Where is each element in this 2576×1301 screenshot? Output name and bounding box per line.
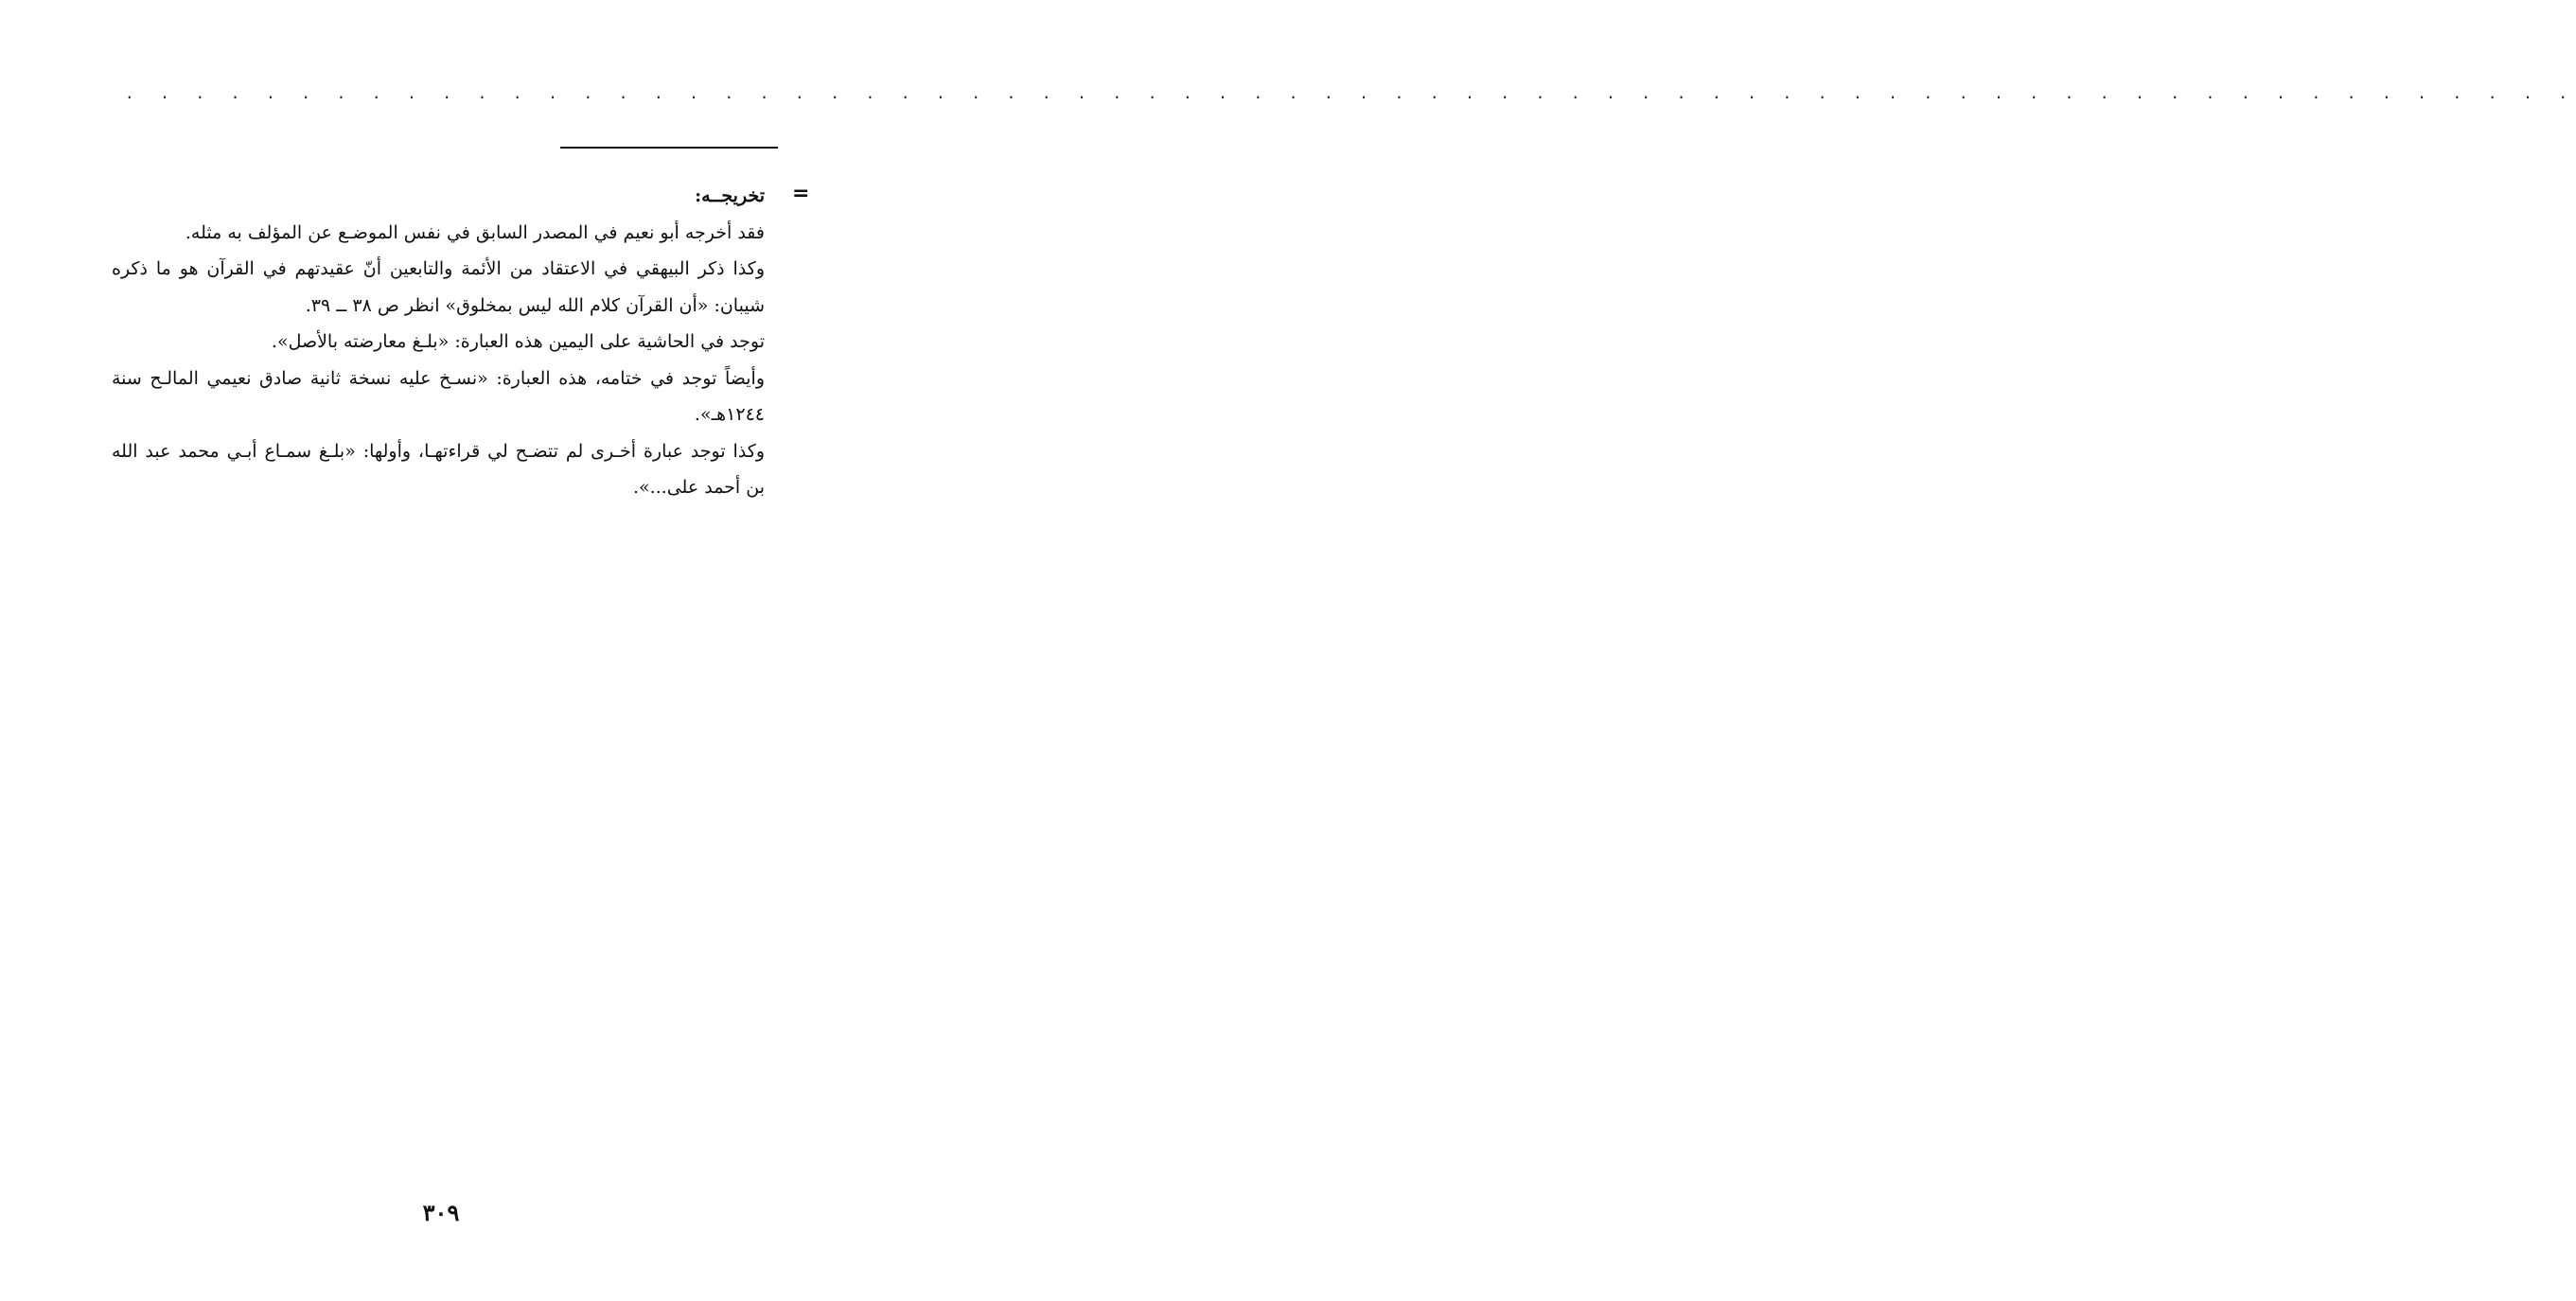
footnote-paragraph-5: وكذا توجد عبارة أخـرى لم تتضـح لي قراءتهـا، وأولها: «بلـغ سمـاع أبـي محمد عبد الله بن أحمد على...». xyxy=(112,440,765,498)
continuation-mark: = xyxy=(792,182,810,205)
page-number: ٣٠٩ xyxy=(422,1199,460,1226)
footnote-heading: تخريجــه: xyxy=(695,185,765,206)
footnote-block xyxy=(112,178,765,506)
footnote-paragraph-3: توجد في الحاشية على اليمين هذه العبارة: «بلـغ معارضته بالأصل». xyxy=(271,331,765,352)
footnote-rule xyxy=(560,147,778,149)
footnote-paragraph-4: وأيضاً توجد في ختامه، هذه العبارة: «نسـخ عليه نسخة ثانية صادق نعيمي المالـح سنة ١٢٤٤هـ». xyxy=(112,367,765,425)
footnote-paragraph-2: وكذا ذكر البيهقي في الاعتقاد من الأئمة والتابعين أنّ عقيدتهم في القرآن هو ما ذكره شيبان: «أن القرآن كلام الله ليس بمخلوق» انظر ص ٣٨ ــ ٣٩. xyxy=(112,258,765,316)
footnote-paragraph-1: فقد أخرجه أبو نعيم في المصدر السابق في نفس الموضـع عن المؤلف به مثله. xyxy=(185,221,765,243)
dotted-separator: . . . . . . . . . . . . . . . . . . . . . . . . . . . . . . . . . . . . . . . . . . . . . . . . . . . . . . . . . . . . . . . . . . . . . . xyxy=(125,84,2576,102)
